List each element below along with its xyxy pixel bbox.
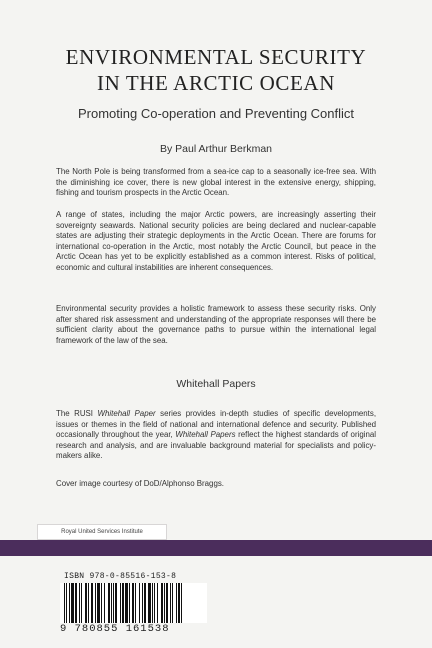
series-name-italic: Whitehall Paper [97, 409, 156, 418]
barcode-bar [181, 583, 182, 623]
barcode-bar [64, 583, 65, 623]
paragraph-text: A range of states, including the major Arctic powers, are increasingly asserting their sovereignty seawards. National security policies are being declared and nuclear-capable states are adjusting their strategic deployments in the Arctic Ocean. There are forums for international co-operation in the Arctic, most notably the Arctic Council, but peace in the Arctic Ocean has yet to be explicitly established as a common interest. Risks of political, economic and cultural instabilities are inherent consequences. [56, 210, 376, 272]
barcode-bar [152, 583, 153, 623]
barcode-bar [148, 583, 151, 623]
barcode-bar [97, 583, 100, 623]
blurb-paragraph-1 [56, 167, 376, 199]
barcode-bar [164, 583, 165, 623]
paragraph-text: Cover image courtesy of DoD/Alphonso Braggs. [56, 479, 224, 488]
barcode-bar [104, 583, 105, 623]
series-name-italic: Whitehall Papers [175, 430, 236, 440]
barcode-bar [122, 583, 124, 623]
publisher-label: Royal United Services Institute [37, 524, 167, 540]
barcode-bar [154, 583, 155, 623]
series-description [56, 409, 376, 462]
barcode-bar [172, 583, 173, 623]
blurb-paragraph-3 [56, 304, 376, 346]
blurb-paragraph-2 [56, 210, 376, 274]
barcode-bar [125, 583, 128, 623]
series-text-part: reflect the highest standards of original research and analysis, and are invaluable background material for specialists and policy-makers alike. [56, 430, 376, 461]
barcode-bar [81, 583, 82, 623]
barcode-bar [71, 583, 74, 623]
barcode-bar [170, 583, 171, 623]
barcode-bar [79, 583, 80, 623]
author-credit: By Paul Arthur Berkman [159, 143, 273, 155]
book-title [0, 44, 432, 96]
barcode-bar [132, 583, 134, 623]
series-text-part: The RUSI [56, 409, 98, 418]
barcode-bar [111, 583, 112, 623]
barcode-bar [91, 583, 93, 623]
purple-band [0, 540, 432, 556]
barcode-bars [60, 583, 207, 623]
barcode-bar [157, 583, 158, 623]
barcode [60, 583, 207, 623]
book-subtitle: Promoting Co-operation and Preventing Conflict [77, 106, 355, 121]
barcode-bar [115, 583, 117, 623]
barcode-bar [178, 583, 180, 623]
paragraph-text: Environmental security provides a holistic framework to assess these security risks. Only after shared risk assessment and understanding of the appropriate responses will there be sufficient clarity about the governance paths to pursue within the international legal framework of the law of the sea. [56, 304, 376, 345]
barcode-bar [176, 583, 177, 623]
barcode-bar [142, 583, 143, 623]
title-line-1: ENVIRONMENTAL SECURITY [65, 45, 367, 69]
barcode-bar [144, 583, 146, 623]
barcode-bar [108, 583, 110, 623]
isbn-label: ISBN 978-0-85516-153-8 [64, 572, 177, 581]
cover-credit [56, 479, 376, 490]
barcode-bar [135, 583, 136, 623]
barcode-bar [95, 583, 96, 623]
barcode-bar [88, 583, 89, 623]
series-heading: Whitehall Papers [176, 378, 256, 390]
paragraph-text: The North Pole is being transformed from a sea-ice cap to a seasonally ice-free sea. With the diminishing ice cover, there is new global interest in the extensive energy, shipping, fishing and tourism prospects in the Arctic Ocean. [56, 167, 376, 198]
series-text-part: series provides in-depth studies of specific developments, issues or themes in the field of national and international defence and security. Published occasionally throughout the year, [56, 409, 377, 440]
barcode-bar [113, 583, 114, 623]
barcode-bar [139, 583, 140, 623]
barcode-digits: 9 780855 161538 [60, 623, 170, 635]
title-line-2: IN THE ARCTIC OCEAN [97, 71, 335, 95]
barcode-bar [129, 583, 130, 623]
paragraph-text [56, 409, 376, 462]
barcode-bar [66, 583, 67, 623]
barcode-bar [166, 583, 168, 623]
barcode-bar [161, 583, 163, 623]
barcode-bar [69, 583, 70, 623]
barcode-bar [75, 583, 77, 623]
barcode-bar [85, 583, 87, 623]
barcode-bar [120, 583, 121, 623]
barcode-bar [101, 583, 102, 623]
